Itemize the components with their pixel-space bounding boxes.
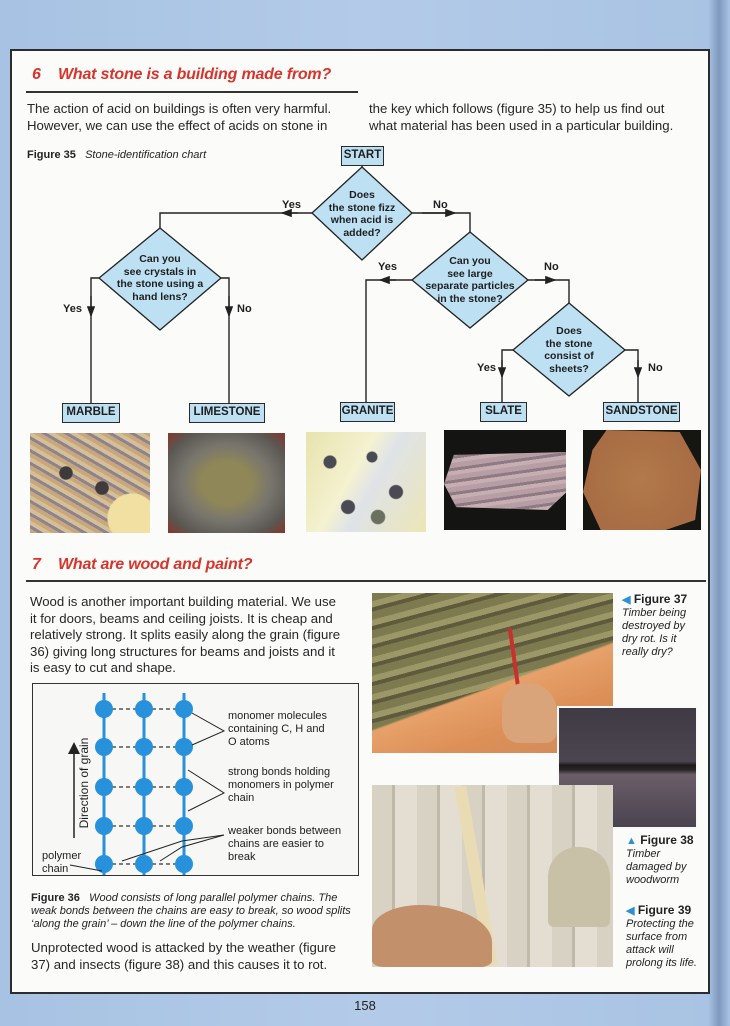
- figure-37-caption: [622, 593, 687, 659]
- limestone-photo: [168, 433, 285, 533]
- caption-line: surface from: [626, 931, 688, 943]
- label-line: polymer: [42, 850, 82, 862]
- pointer-left-icon: ◀: [626, 905, 635, 917]
- question-line: Can you: [139, 253, 181, 265]
- figure-39-caption: [626, 904, 697, 970]
- monomer-label: [228, 710, 327, 749]
- question-line: see crystals in: [123, 265, 197, 278]
- question-line: the stone: [545, 337, 593, 350]
- figure-label: Figure 35: [27, 149, 76, 161]
- caption-line: damaged by: [626, 861, 687, 873]
- section-title: What are wood and paint?: [58, 556, 253, 573]
- q4-no-label: No: [648, 362, 663, 374]
- weaker-bonds-label: [228, 825, 341, 864]
- question-line: Does: [349, 189, 375, 201]
- label-line: weaker bonds between: [228, 825, 342, 837]
- result-marble: MARBLE: [62, 403, 120, 423]
- caption-line: Protecting the: [626, 918, 694, 930]
- figure-39-photo: [372, 785, 613, 967]
- question-line: Does: [556, 325, 582, 337]
- caption-line: really dry?: [622, 646, 673, 658]
- q4-yes-label: Yes: [477, 362, 496, 374]
- text-line: it for doors, beams and ceiling joists. It is cheap and: [30, 610, 333, 626]
- pointer-left-icon: ◀: [622, 594, 631, 606]
- question-line: hand lens?: [132, 290, 188, 303]
- granite-photo: [306, 432, 426, 532]
- label-line: monomers in polymer: [228, 779, 334, 791]
- pointer-up-icon: ▲: [626, 835, 637, 847]
- q3-no-label: No: [544, 261, 559, 273]
- caption-line: Timber: [626, 848, 661, 860]
- label-line: containing C, H and: [228, 723, 325, 735]
- figure-36-caption: [31, 892, 371, 932]
- question-line: the stone fizz: [328, 201, 396, 214]
- result-granite: GRANITE: [340, 402, 395, 422]
- marble-photo: [30, 433, 150, 533]
- text-line: what material has been used in a particular building.: [369, 117, 674, 133]
- text-line: However, we can use the effect of acids on stone in: [27, 117, 328, 133]
- slate-rock: [444, 452, 566, 510]
- question-line: see large: [447, 267, 493, 280]
- question-line: the stone using a: [116, 278, 204, 290]
- caption-line: weak bonds between the chains are easy to break, so wood splits: [31, 905, 351, 918]
- page-number: 158: [354, 998, 376, 1013]
- caption-line: destroyed by: [622, 620, 685, 632]
- hand: [502, 683, 557, 743]
- q1-yes-label: Yes: [282, 199, 301, 211]
- section-title: What stone is a building made from?: [58, 66, 332, 83]
- caption-line: Timber being: [622, 607, 687, 619]
- question-line: in the stone?: [437, 292, 503, 305]
- section-number: 7: [32, 556, 41, 573]
- question-fizz: [312, 189, 412, 239]
- question-line: consist of: [544, 350, 594, 362]
- question-particles: [412, 255, 528, 305]
- label-line: chain: [228, 792, 255, 804]
- caption-line: ‘along the grain’ – down the line of the polymer chains.: [31, 918, 296, 931]
- label-line: chains are easier to: [228, 838, 324, 850]
- sandstone-photo: [583, 430, 701, 530]
- figure-label: Figure 37: [633, 592, 688, 606]
- polymer-chain-label: [42, 850, 81, 876]
- caption-line: prolong its life.: [626, 957, 697, 969]
- text-line: relatively strong. It splits easily along the grain (figure: [30, 627, 341, 642]
- q3-yes-label: Yes: [378, 261, 397, 273]
- figure-caption-text: Stone-identification chart: [85, 149, 207, 161]
- label-line: strong bonds holding: [228, 766, 331, 778]
- text-line: Wood is another important building material. We use: [30, 594, 336, 609]
- result-limestone: LIMESTONE: [189, 403, 265, 423]
- question-line: sheets?: [549, 362, 589, 375]
- label-line: monomer molecules: [228, 710, 328, 722]
- text-line: Unprotected wood is attacked by the weather (figure: [31, 940, 336, 955]
- figure-label: Figure 38: [640, 833, 694, 847]
- question-line: added?: [343, 226, 381, 239]
- question-sheets: [514, 325, 624, 375]
- caption-line: dry rot. Is it: [622, 633, 677, 645]
- text-line: The action of acid on buildings is often very harmful.: [27, 101, 332, 116]
- sandstone-rock: [583, 430, 701, 530]
- start-box: START: [341, 146, 384, 166]
- direction-of-grain-label: Direction of grain: [77, 737, 91, 829]
- pencil: [508, 628, 520, 688]
- label-line: O atoms: [228, 736, 270, 748]
- q2-yes-label: Yes: [63, 303, 82, 315]
- section-7-paragraph: [30, 594, 365, 677]
- section-number: 6: [32, 66, 41, 83]
- strong-bonds-label: [228, 766, 334, 805]
- slate-photo: [444, 430, 566, 530]
- q1-no-label: No: [433, 199, 448, 211]
- text-line: is easy to cut and shape.: [30, 660, 176, 675]
- label-line: chain: [42, 863, 69, 875]
- text-line: the key which follows (figure 35) to help us find out: [369, 101, 665, 116]
- q2-no-label: No: [237, 303, 252, 315]
- question-crystals: [100, 253, 220, 303]
- heading-rule: [26, 580, 706, 582]
- result-slate: SLATE: [480, 402, 527, 422]
- figure-label: Figure 36: [31, 892, 80, 904]
- caption-line: woodworm: [626, 874, 680, 886]
- section-7-paragraph-2: [31, 940, 366, 973]
- caption-line: attack will: [626, 944, 674, 956]
- text-line: 36) giving long structures for beams and joists and it: [30, 643, 335, 659]
- hand: [372, 905, 492, 967]
- question-line: separate particles: [425, 280, 515, 292]
- question-line: Can you: [449, 255, 491, 267]
- figure-label: Figure 39: [637, 903, 692, 917]
- text-line: 37) and insects (figure 38) and this causes it to rot.: [31, 956, 328, 972]
- question-line: when acid is: [330, 214, 394, 226]
- section-7-heading: [32, 556, 252, 574]
- caption-line: Wood consists of long parallel polymer chains. The: [89, 892, 338, 904]
- result-sandstone: SANDSTONE: [603, 402, 680, 422]
- paint-can: [548, 847, 610, 927]
- label-line: break: [228, 851, 256, 863]
- figure-38-caption: [626, 834, 694, 887]
